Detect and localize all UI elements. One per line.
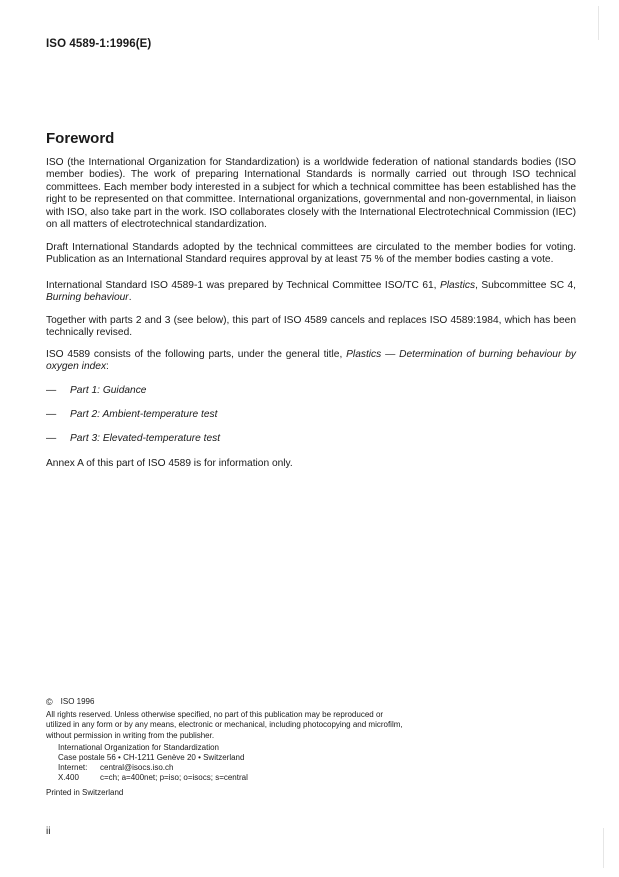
org-name: International Organization for Standardization (58, 742, 219, 752)
dash-bullet: — (46, 409, 57, 420)
printed-in: Printed in Switzerland (46, 787, 124, 797)
copyright-icon: © (46, 697, 53, 707)
general-title: Plastics — Determination of burning behaviour by oxygen index (46, 349, 576, 373)
x400-row (58, 773, 406, 783)
postal-address: Case postale 56 • CH-1211 Genève 20 • Switzerland (58, 753, 245, 763)
scan-artifact (598, 6, 599, 40)
annex-note: Annex A of this part of ISO 4589 is for information only. (46, 458, 293, 469)
foreword-paragraph-1: ISO (the International Organization for Standardization) is a worldwide federation of national standards bodies (ISO member bodies). The work of preparing International Standards is normally carried out through ISO technical committees. Each member body interested in a subject for which a technical committee has been established has the right to be represented on that committee. International organizations, governmental and non-governmental, in liaison with ISO, also take part in the work. ISO collaborates closely with the International Electrotechnical Commission (IEC) on all matters of electrotechnical standardization. (46, 157, 576, 231)
dash-bullet: — (46, 433, 57, 444)
p3-prefix: International Standard ISO 4589-1 was prepared by Technical Committee ISO/TC 61, (46, 280, 440, 291)
part-title: Part 3: Elevated-temperature test (70, 433, 221, 444)
scan-artifact (603, 828, 604, 868)
foreword-paragraph-2: Draft International Standards adopted by the technical committees are circulated to the member bodies for voting. Publication as an International Standard requires approval by at least 75 % of the member bodies casting a vote. (46, 242, 576, 266)
internet-value: central@isocs.iso.ch (100, 763, 174, 773)
rights-statement: All rights reserved. Unless otherwise specified, no part of this publication may be reproduced or utilized in any form or by any means, electronic or mechanical, including photocopying and microfilm, without permission in writing from the publisher. (46, 710, 403, 740)
sc-title: Burning behaviour (46, 292, 129, 304)
publisher-address (58, 743, 406, 784)
dash-bullet: — (46, 385, 57, 396)
p5-prefix: ISO 4589 consists of the following parts, under the general title, (46, 349, 347, 360)
p3-end: . (128, 292, 132, 304)
page-number: ii (46, 826, 51, 837)
tc-title: Plastics (439, 280, 476, 291)
copyright-line (46, 697, 406, 707)
internet-label: Internet: (58, 763, 88, 773)
document-id: ISO 4589-1:1996(E) (46, 38, 152, 50)
internet-row (58, 763, 406, 773)
parts-list (46, 385, 576, 457)
part-title: Part 2: Ambient-temperature test (70, 409, 218, 420)
list-item (46, 385, 576, 409)
copyright-year: ISO 1996 (60, 697, 95, 706)
p3-middle: , Subcommittee SC 4, (475, 280, 577, 291)
copyright-block (46, 697, 406, 798)
list-item (46, 433, 576, 457)
foreword-paragraph-5 (46, 349, 576, 374)
list-item (46, 409, 576, 433)
p5-end: : (106, 361, 109, 373)
x400-value: c=ch; a=400net; p=iso; o=isocs; s=central (100, 773, 248, 783)
foreword-heading: Foreword (46, 130, 115, 147)
foreword-paragraph-3 (46, 280, 576, 305)
part-title: Part 1: Guidance (70, 385, 147, 396)
x400-label: X.400 (58, 773, 79, 783)
foreword-paragraph-4: Together with parts 2 and 3 (see below), this part of ISO 4589 cancels and replaces ISO 4589:1984, which has been technically revised. (46, 315, 576, 339)
